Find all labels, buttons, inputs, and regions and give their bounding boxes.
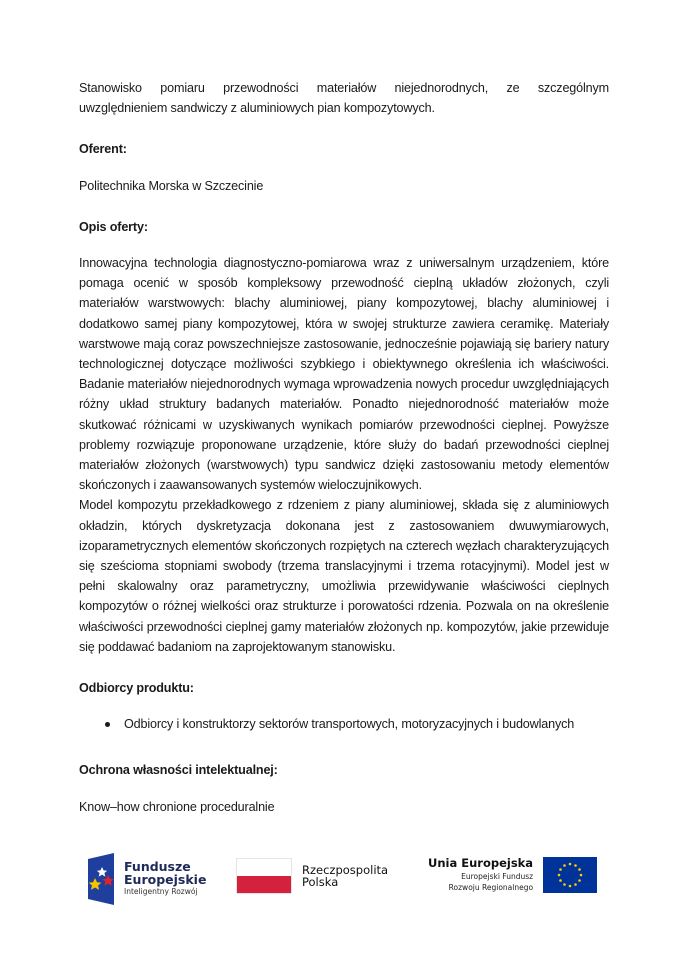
heading-oferent: Oferent: bbox=[79, 142, 127, 157]
fundusze-line1: Fundusze bbox=[124, 859, 191, 874]
document-body bbox=[79, 78, 609, 817]
offer-title-paragraph: Stanowisko pomiaru przewodności materiałów niejednorodnych, ze szczególnym uwzględnieniem sandwiczy z aluminiowych pian kompozytowych. bbox=[79, 81, 609, 116]
opis-paragraph-1: Innowacyjna technologia diagnostyczno-pomiarowa wraz z uniwersalnym urządzeniem, które pomaga ocenić w sposób kompleksowy przewodność cieplną układów złożonych, czyli materiałów warstwowych: blachy aluminiowej, piany kompozytowej, blachy aluminiowej i dodatkowo samej piany kompozytowej, która w swojej strukturze zawiera ceramikę. Materiały warstwowe mają coraz powszechniejsze zastosowanie, jednocześnie pojawiają się bariery natury technologicznej dotyczące możliwości szybkiego i obiektywnego określenia ich właściwości. Badanie materiałów niejednorodnych wymaga wprowadzenia nowych procedur uwzględniających różny układ struktury badanych materiałów. Ponadto niejednorodność materiałów może skutkować różnicami w uzyskiwanych wynikach pomiarów przewodności cieplnej. Powyższe problemy rozwiązuje proponowane urządzenie, które służy do badań przewodności cieplnej materiałów złożonych (warstwowych) typu sandwicz dzięki zastosowaniu metody elementów skończonych i zaawansowanych systemów wieloczujnikowych. bbox=[79, 256, 609, 493]
polish-flag-icon bbox=[236, 858, 292, 894]
fundusze-line2: Europejskie bbox=[124, 872, 207, 887]
footer-logos bbox=[0, 853, 688, 909]
odbiorcy-list bbox=[79, 714, 609, 734]
ochrona-text: Know–how chronione proceduralnie bbox=[79, 799, 275, 814]
list-item-text: Odbiorcy i konstruktorzy sektorów transportowych, motoryzacyjnych i budowlanych bbox=[124, 717, 575, 732]
unia-line3: Rozwoju Regionalnego bbox=[448, 883, 534, 892]
eu-flag-icon bbox=[543, 857, 597, 893]
heading-ochrona: Ochrona własności intelektualnej: bbox=[79, 763, 278, 778]
logo-rzeczpospolita-polska bbox=[236, 858, 388, 894]
heading-odbiorcy-produktu: Odbiorcy produktu: bbox=[79, 681, 194, 696]
fundusze-line3: Inteligentny Rozwój bbox=[124, 887, 198, 896]
heading-opis-oferty: Opis oferty: bbox=[79, 219, 148, 234]
unia-line2: Europejski Fundusz bbox=[461, 872, 534, 881]
logo-unia-europejska bbox=[428, 856, 597, 893]
polska-line2: Polska bbox=[302, 875, 339, 889]
opis-paragraph-2: Model kompozytu przekładkowego z rdzeniem z piany aluminiowej, składa się z aluminiowych okładzin, których dyskretyzacja dokonana jest z zastosowaniem dwuwymiarowych, izoparametrycznych elementów skończonych rozpiętych na czterech węzłach charakteryzujących się sześcioma stopniami swobody (trzema translacyjnymi i trzema rotacyjnymi). Model jest w pełni skalowalny oraz parametryczny, umożliwia przewidywanie właściwości cieplnych kompozytów o różnej wielkości oraz strukturze i porowatości rdzenia. Pozwala on na określenie właściwości przewodności cieplnej gamy materiałów złożonych np. kompozytów, jakie przewiduje się poddawać badaniom na zaprojektowanym stanowisku. bbox=[79, 498, 609, 654]
logo-fundusze-europejskie bbox=[88, 853, 206, 905]
polska-line1: Rzeczpospolita bbox=[302, 862, 389, 877]
list-item bbox=[79, 714, 609, 734]
fundusze-europejskie-mark-icon bbox=[88, 853, 114, 905]
oferent-text: Politechnika Morska w Szczecinie bbox=[79, 178, 264, 193]
bullet-icon bbox=[105, 722, 110, 727]
unia-line1: Unia Europejska bbox=[428, 856, 534, 870]
